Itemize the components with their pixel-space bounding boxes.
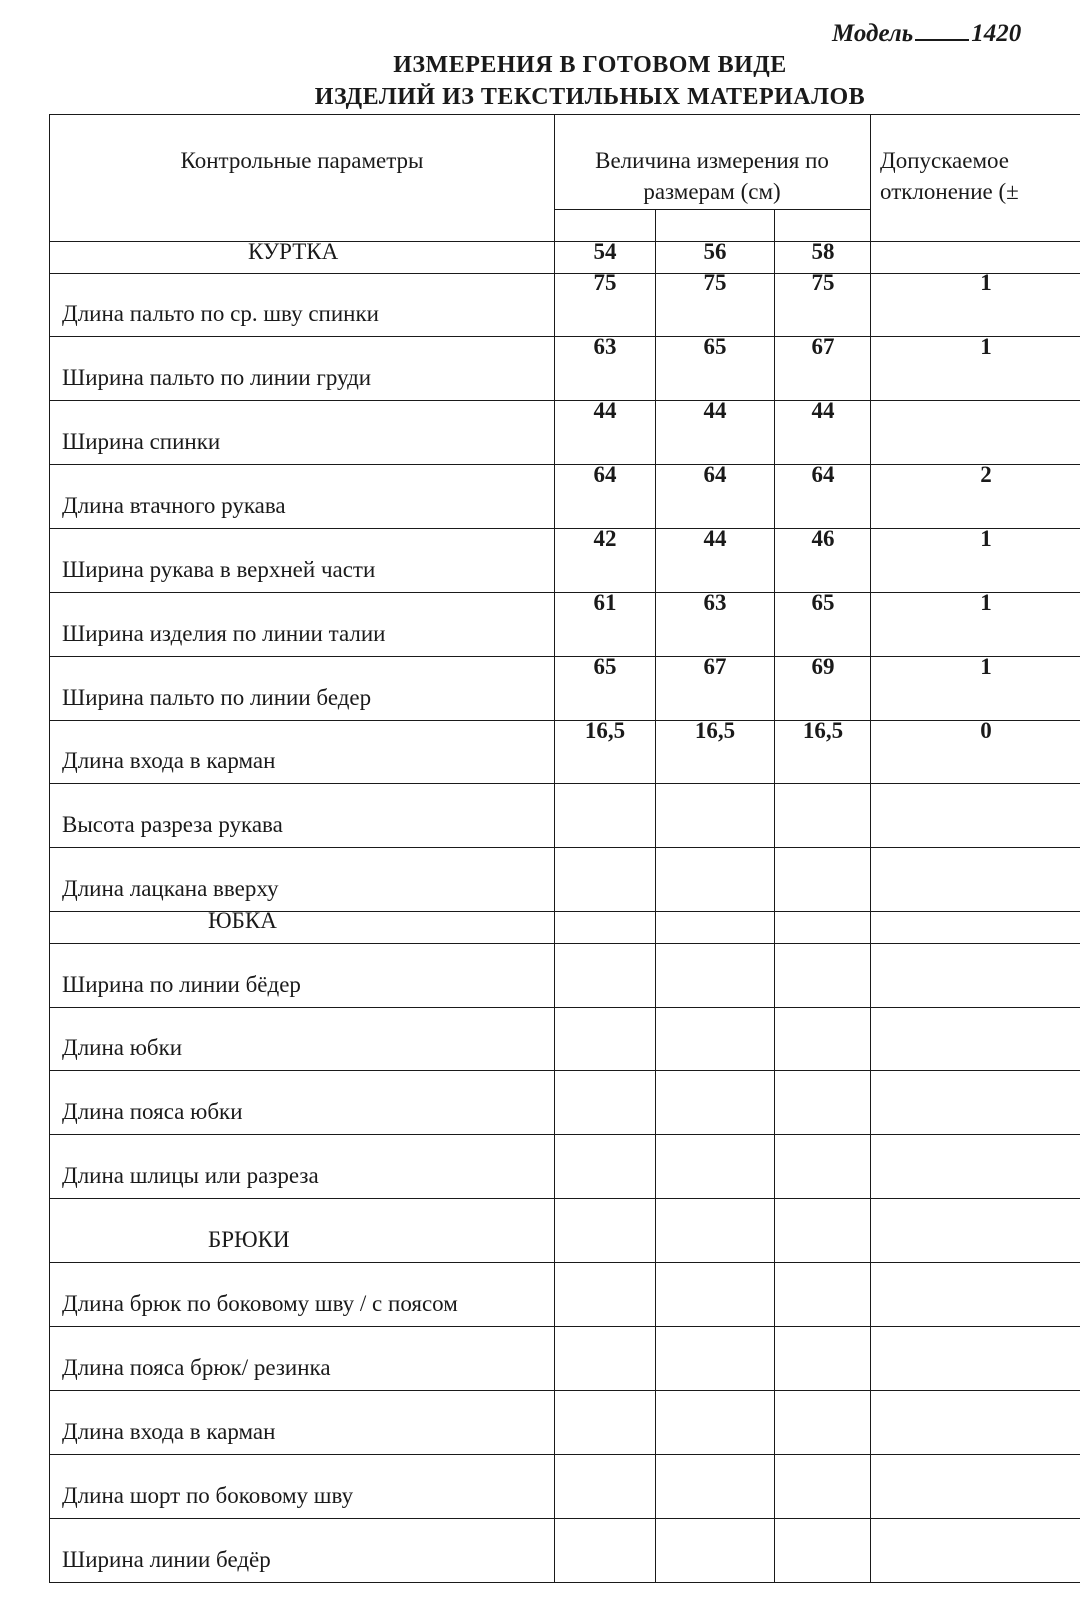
row-label: Ширина по линии бёдер xyxy=(62,972,301,997)
row-line xyxy=(50,943,1080,944)
row-value: 63 xyxy=(703,590,727,615)
row-value: 44 xyxy=(811,398,835,423)
section-jacket: КУРТКА xyxy=(248,239,339,264)
row-value: 65 xyxy=(811,590,835,615)
row-label: Длина пояса юбки xyxy=(62,1099,243,1124)
row-line xyxy=(50,1326,1080,1327)
row-value: 75 xyxy=(703,270,727,295)
row-value: 65 xyxy=(703,334,727,359)
row-label: Ширина спинки xyxy=(62,429,221,454)
row-label: Ширина линии бедёр xyxy=(62,1547,271,1572)
row-value: 44 xyxy=(593,398,617,423)
section-trousers: БРЮКИ xyxy=(208,1227,290,1252)
row-value: 16,5 xyxy=(694,718,736,743)
row-value: 64 xyxy=(593,462,617,487)
row-value: 63 xyxy=(593,334,617,359)
row-value: 64 xyxy=(811,462,835,487)
row-label: Длина шлицы или разреза xyxy=(62,1163,319,1188)
model-value: 1420 xyxy=(971,20,1022,47)
row-line xyxy=(50,1262,1080,1263)
row-line xyxy=(50,911,1080,912)
row-tolerance: 2 xyxy=(980,462,992,487)
row-label: Высота разреза рукава xyxy=(62,812,283,837)
row-label: Ширина рукава в верхней части xyxy=(62,557,376,582)
row-label: Длина брюк по боковому шву / с поясом xyxy=(62,1291,458,1316)
row-label: Длина шорт по боковому шву xyxy=(62,1483,354,1508)
table-bottom-line xyxy=(50,1582,1080,1583)
row-line xyxy=(50,847,1080,848)
row-line xyxy=(50,1518,1080,1519)
section-skirt: ЮБКА xyxy=(208,908,277,933)
document-title-line1: ИЗМЕРЕНИЯ В ГОТОВОМ ВИДЕ xyxy=(393,52,787,78)
row-value: 44 xyxy=(703,526,727,551)
row-tolerance: 1 xyxy=(980,590,992,615)
row-label: Длина входа в карман xyxy=(62,1419,276,1444)
header-subdivider xyxy=(554,209,870,210)
row-value: 61 xyxy=(593,590,617,615)
header-params: Контрольные параметры xyxy=(180,148,424,173)
row-value: 65 xyxy=(593,654,617,679)
size-54: 54 xyxy=(593,239,617,264)
row-label: Длина лацкана вверху xyxy=(62,876,279,901)
column-line xyxy=(655,209,656,1582)
row-value: 69 xyxy=(811,654,835,679)
row-value: 75 xyxy=(811,270,835,295)
row-label: Длина входа в карман xyxy=(62,748,276,773)
row-line xyxy=(50,1198,1080,1199)
row-line xyxy=(50,1007,1080,1008)
row-value: 64 xyxy=(703,462,727,487)
document-title-line2: ИЗДЕЛИЙ ИЗ ТЕКСТИЛЬНЫХ МАТЕРИАЛОВ xyxy=(314,84,866,110)
size-58: 58 xyxy=(811,239,835,264)
model-number xyxy=(832,20,1021,48)
row-value: 42 xyxy=(593,526,617,551)
row-line xyxy=(50,1070,1080,1071)
row-value: 16,5 xyxy=(584,718,626,743)
model-underline xyxy=(915,21,969,41)
row-label: Длина пояса брюк/ резинка xyxy=(62,1355,331,1380)
row-tolerance: 1 xyxy=(980,654,992,679)
row-line xyxy=(50,1134,1080,1135)
row-line xyxy=(50,1454,1080,1455)
row-value: 46 xyxy=(811,526,835,551)
size-56: 56 xyxy=(703,239,727,264)
row-tolerance: 0 xyxy=(980,718,992,743)
header-tolerance: Допускаемое отклонение (± xyxy=(880,148,1019,204)
measurements-table xyxy=(49,114,1080,1583)
row-value: 67 xyxy=(811,334,835,359)
row-tolerance: 1 xyxy=(980,270,992,295)
row-label: Ширина пальто по линии груди xyxy=(62,365,372,390)
header-measure: Величина измерения по размерам (см) xyxy=(595,148,829,204)
model-label: Модель xyxy=(832,20,914,47)
row-label: Длина пальто по ср. шву спинки xyxy=(62,301,379,326)
row-label: Длина втачного рукава xyxy=(62,493,286,518)
row-label: Длина юбки xyxy=(62,1035,183,1060)
row-value: 16,5 xyxy=(802,718,844,743)
row-value: 44 xyxy=(703,398,727,423)
row-label: Ширина изделия по линии талии xyxy=(62,621,386,646)
row-tolerance: 1 xyxy=(980,526,992,551)
row-tolerance: 1 xyxy=(980,334,992,359)
row-value: 67 xyxy=(703,654,727,679)
row-line xyxy=(50,783,1080,784)
row-label: Ширина пальто по линии бедер xyxy=(62,685,372,710)
row-value: 75 xyxy=(593,270,617,295)
row-line xyxy=(50,1390,1080,1391)
